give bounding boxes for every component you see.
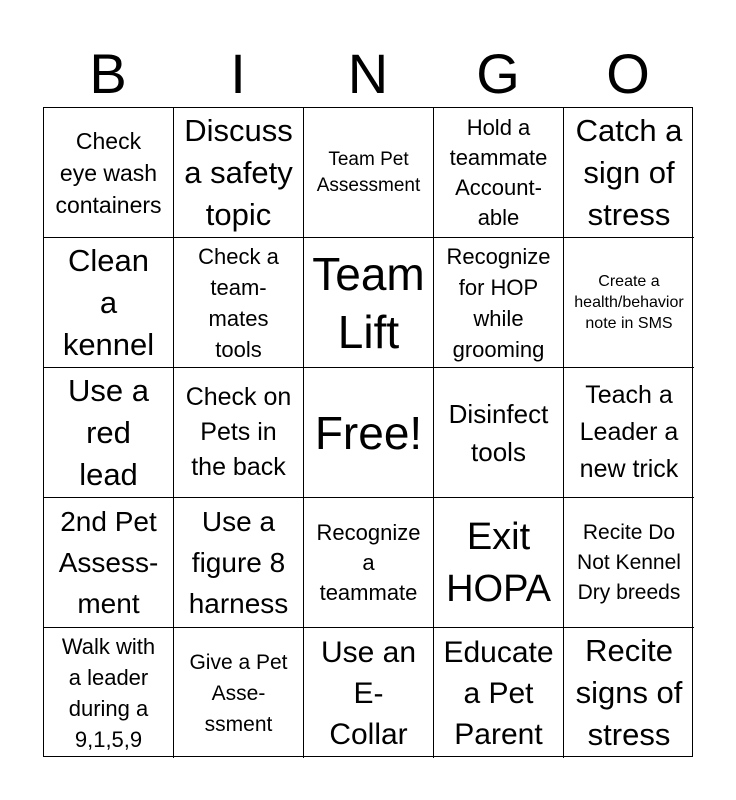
- bingo-cell[interactable]: [434, 628, 564, 758]
- cell-text: Check eye wash containers: [55, 127, 162, 218]
- cell-text: Create a health/behavior note in SMS: [574, 273, 684, 332]
- header-letter-o: O: [606, 42, 650, 105]
- cell-text: Catch a sign of stress: [575, 112, 683, 232]
- cell-text: Check a team- mates tools: [198, 243, 279, 362]
- bingo-cell[interactable]: [304, 498, 434, 628]
- cell-text: Check on Pets in the back: [185, 383, 292, 481]
- header-letter-b: B: [89, 42, 127, 105]
- bingo-cell[interactable]: [44, 628, 174, 758]
- bingo-cell[interactable]: [434, 368, 564, 498]
- bingo-cell[interactable]: [174, 368, 304, 498]
- cell-text: Recite signs of stress: [575, 633, 683, 752]
- bingo-cell[interactable]: [304, 628, 434, 758]
- cell-text: Recognize a teammate: [316, 519, 421, 605]
- cell-text: Use an E- Collar: [320, 635, 417, 751]
- bingo-cell[interactable]: [44, 498, 174, 628]
- bingo-cell[interactable]: [434, 498, 564, 628]
- cell-text: Use a red lead: [68, 372, 149, 492]
- cell-text: Exit HOPA: [446, 515, 551, 610]
- header-letter-i: I: [230, 42, 246, 105]
- cell-text: Recite Do Not Kennel Dry breeds: [577, 520, 681, 604]
- cell-text: Give a Pet Asse- ssment: [189, 650, 288, 736]
- bingo-cell[interactable]: [304, 368, 434, 498]
- cell-text: Hold a teammate Account- able: [449, 114, 548, 230]
- cell-text: Use a figure 8 harness: [188, 506, 289, 619]
- cell-text: Teach a Leader a new trick: [579, 381, 679, 483]
- header-letter-n: N: [347, 42, 389, 105]
- bingo-cell[interactable]: [304, 108, 434, 238]
- bingo-cell[interactable]: [174, 498, 304, 628]
- cell-text: Disinfect tools: [448, 398, 549, 467]
- cell-text: Discuss a safety topic: [184, 112, 293, 232]
- bingo-cell[interactable]: [564, 108, 694, 238]
- cell-text: 2nd Pet Assess- ment: [58, 506, 159, 619]
- bingo-grid: [43, 107, 693, 757]
- bingo-cell[interactable]: [564, 498, 694, 628]
- bingo-cell[interactable]: [44, 368, 174, 498]
- cell-text: Clean a kennel: [62, 242, 155, 362]
- cell-text: Free!: [314, 406, 423, 459]
- bingo-cell[interactable]: [434, 108, 564, 238]
- bingo-cell[interactable]: [174, 238, 304, 368]
- bingo-cell[interactable]: [304, 238, 434, 368]
- bingo-cell[interactable]: [564, 628, 694, 758]
- cell-text: Walk with a leader during a 9,1,5,9: [61, 634, 156, 752]
- cell-text: Team Pet Assessment: [316, 148, 421, 196]
- header-letter-g: G: [476, 42, 520, 105]
- cell-text: Recognize for HOP while grooming: [446, 243, 551, 362]
- bingo-cell[interactable]: [174, 108, 304, 238]
- bingo-cell[interactable]: [564, 368, 694, 498]
- bingo-cell[interactable]: [44, 238, 174, 368]
- bingo-cell[interactable]: [434, 238, 564, 368]
- cell-text: Educate a Pet Parent: [443, 635, 554, 751]
- bingo-cell[interactable]: [44, 108, 174, 238]
- bingo-cell[interactable]: [174, 628, 304, 758]
- bingo-cell[interactable]: [564, 238, 694, 368]
- bingo-header: [43, 42, 693, 106]
- cell-text: Team Lift: [312, 247, 425, 358]
